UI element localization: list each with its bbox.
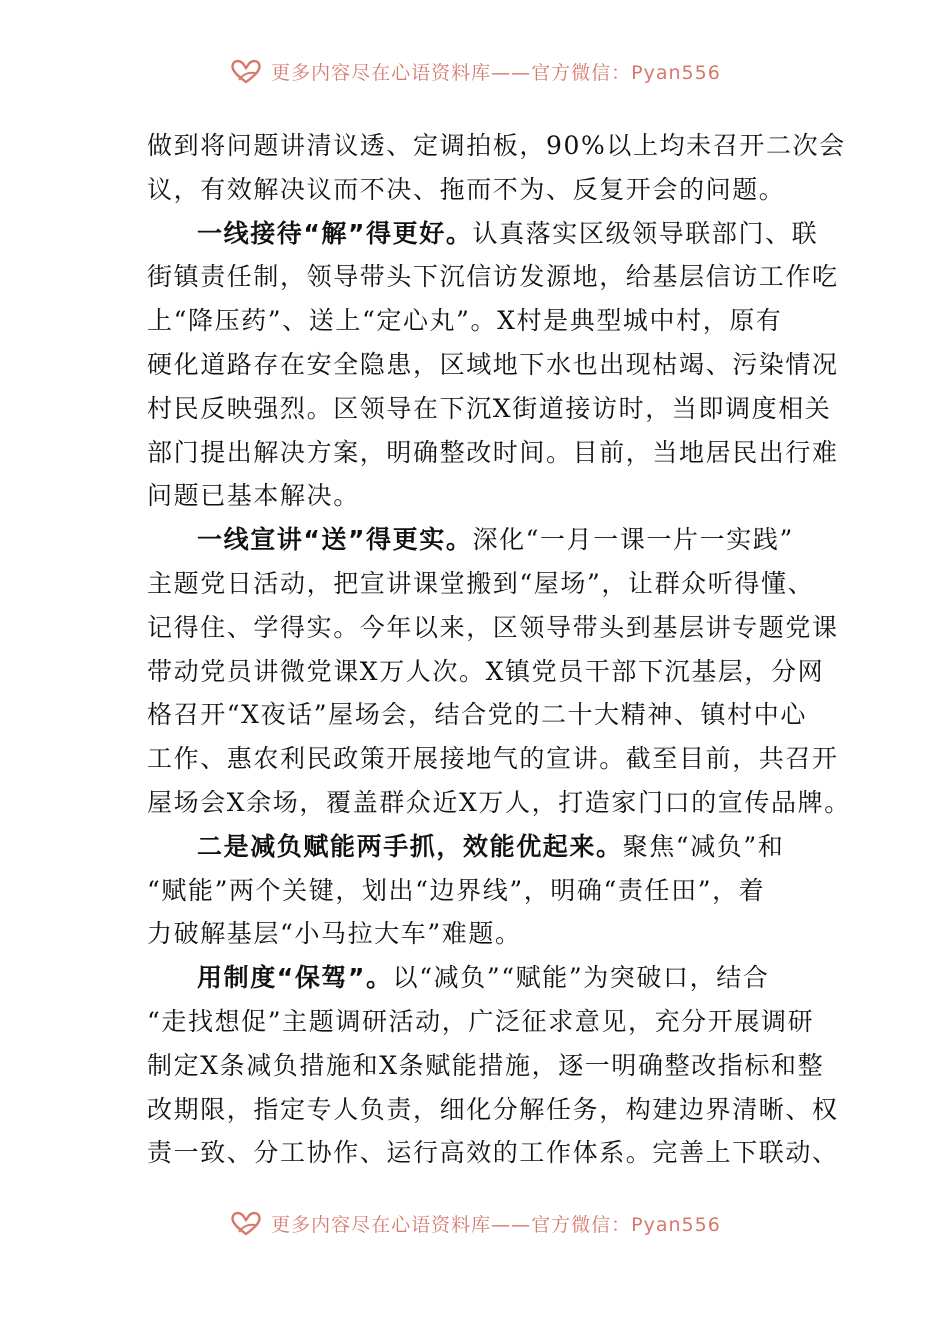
text-line: [147, 124, 846, 168]
line-text: “走找想促”主题调研活动，广泛征求意见，充分开展调研: [147, 1006, 815, 1036]
text-line: [147, 518, 819, 562]
line-text: 做到将问题讲清议透、定调拍板，90%以上均未召开二次会: [147, 131, 846, 160]
text-line: [147, 474, 819, 518]
text-line: [147, 1044, 825, 1088]
text-line: [147, 1000, 819, 1044]
text-line: [147, 606, 839, 650]
line-text: 议，有效解决议而不决、拖而不为、反复开会的问题。: [147, 174, 786, 204]
line-text: 主题党日活动，把宣讲课堂搬到“屋场”，让群众听得懂、: [147, 568, 815, 598]
paragraph-heading: 二是减负赋能两手抓，效能优起来。: [197, 831, 623, 861]
watermark-text: 更多内容尽在心语资料库——官方微信：Pyan556: [271, 1213, 721, 1236]
line-text: 深化“一月一课一片一实践”: [472, 525, 794, 555]
line-text: 以“减负”“赋能”为突破口，结合: [392, 963, 770, 993]
text-line: [147, 869, 819, 913]
text-line: [147, 912, 819, 956]
watermark-header: [0, 56, 950, 86]
line-text: 责一致、分工协作、运行高效的工作体系。完善上下联动、: [147, 1138, 839, 1168]
text-line: [147, 387, 832, 431]
line-text: 村民反映强烈。区领导在下沉X街道接访时，当即调度相关: [147, 393, 832, 423]
line-text: 聚焦“减负”和: [622, 831, 785, 861]
line-text: 屋场会X余场，覆盖群众近X万人，打造家门口的宣传品牌。: [147, 787, 851, 817]
text-line: [147, 650, 825, 694]
paragraph-heading: 一线宣讲“送”得更实。: [197, 525, 473, 555]
text-line: [147, 255, 839, 299]
line-text: 认真落实区级领导联部门、联: [472, 218, 819, 248]
text-line: [147, 737, 839, 781]
line-text: 上“降压药”、送上“定心丸”。X村是典型城中村，原有: [147, 306, 783, 336]
line-text: 部门提出解决方案，明确整改时间。目前，当地居民出行难: [147, 437, 839, 467]
line-text: 力破解基层“小马拉大车”难题。: [147, 919, 522, 949]
text-line: [147, 693, 819, 737]
text-line: [147, 1131, 839, 1175]
heart-logo-icon: [229, 58, 263, 84]
line-text: 格召开“X夜话”屋场会，结合党的二十大精神、镇村中心: [147, 700, 807, 730]
text-line: [147, 212, 819, 256]
paragraph-heading: 一线接待“解”得更好。: [197, 218, 473, 248]
line-text: 制定X条减负措施和X条赋能措施，逐一明确整改指标和整: [147, 1050, 825, 1080]
document-body: [147, 124, 851, 1175]
line-text: 改期限，指定专人负责，细化分解任务，构建边界清晰、权: [147, 1094, 839, 1124]
text-line: [147, 299, 819, 343]
heart-logo-icon: [229, 1210, 263, 1236]
text-line: [147, 956, 819, 1000]
line-text: “赋能”两个关键，划出“边界线”，明确“责任田”，着: [147, 875, 766, 905]
text-line: [147, 825, 819, 869]
text-line: [147, 562, 819, 606]
text-line: [147, 1088, 839, 1132]
text-line: [147, 431, 839, 475]
line-text: 记得住、学得实。今年以来，区领导带头到基层讲专题党课: [147, 612, 839, 642]
text-line: [147, 781, 851, 825]
line-text: 街镇责任制，领导带头下沉信访发源地，给基层信访工作吃: [147, 262, 839, 292]
line-text: 带动党员讲微党课X万人次。X镇党员干部下沉基层，分网: [147, 656, 825, 686]
watermark-footer: [0, 1208, 950, 1238]
watermark-text: 更多内容尽在心语资料库——官方微信：Pyan556: [271, 61, 721, 84]
line-text: 硬化道路存在安全隐患，区域地下水也出现枯竭、污染情况: [147, 349, 839, 379]
line-text: 问题已基本解决。: [147, 481, 360, 511]
text-line: [147, 168, 819, 212]
paragraph-heading: 用制度“保驾”。: [197, 963, 393, 993]
text-line: [147, 343, 839, 387]
line-text: 工作、惠农利民政策开展接地气的宣讲。截至目前，共召开: [147, 744, 839, 774]
